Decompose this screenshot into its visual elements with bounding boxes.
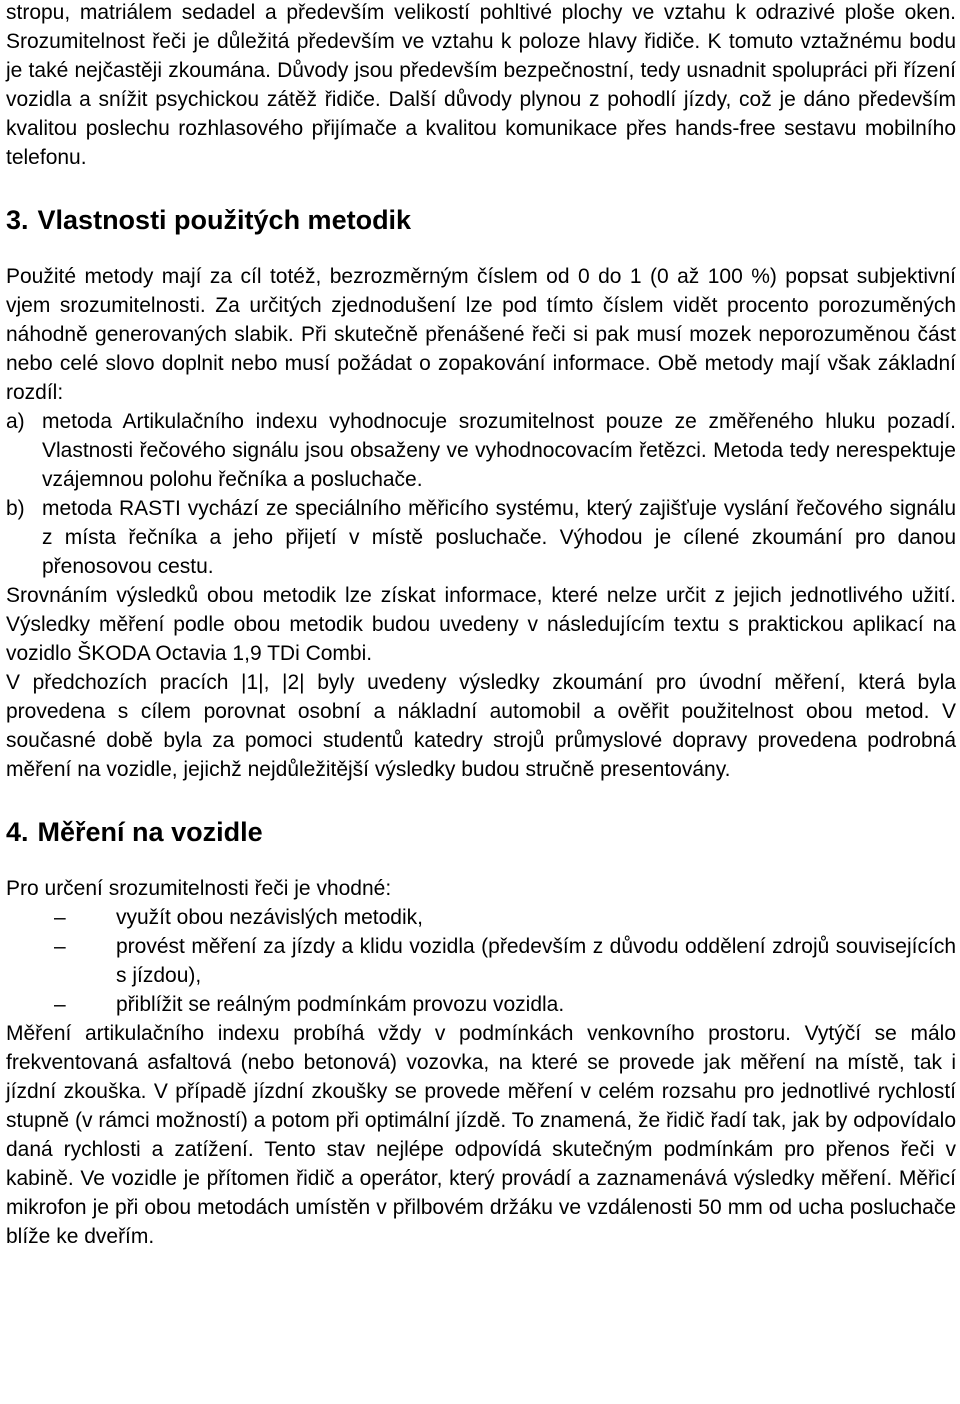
method-list [6, 407, 956, 581]
list-item-text: využít obou nezávislých metodik, [116, 906, 423, 929]
list-item [6, 407, 956, 494]
dash-marker: – [54, 906, 66, 929]
list-marker: b) [6, 497, 25, 520]
paragraph-comparison: Srovnáním výsledků obou metodik lze získat informace, které nelze určit z jejich jednotlivého užití. Výsledky měření podle obou metodik budou uvedeny v následujícím textu s praktickou aplikací na vozidlo ŠKODA Octavia 1,9 TDi Combi. [6, 584, 956, 665]
list-item-text: metoda Artikulačního indexu vyhodnocuje srozumitelnost pouze ze změřeného hluku pozadí. Vlastnosti řečového signálu jsou obsaženy ve vyhodnocovacím řetězci. Metoda tedy nerespektuje vzájemnou polohu řečníka a posluchače. [42, 410, 956, 491]
requirements-list [6, 903, 956, 1019]
list-item [6, 494, 956, 581]
paragraph-previous-work: V předchozích pracích |1|, |2| byly uvedeny výsledky zkoumání pro úvodní měření, která byla provedena s cílem porovnat osobní a nákladní automobil a ověřit použitelnost obou metod. V současné době byla za pomoci studentů katedry strojů průmyslové dopravy provedena podrobná měření na vozidle, jejichž nejdůležitější výsledky budou stručně presentovány. [6, 671, 956, 781]
list-item [6, 903, 956, 932]
list-item [6, 990, 956, 1019]
section-title: Vlastnosti použitých metodik [37, 205, 412, 235]
section-heading-3 [6, 204, 956, 236]
list-item [6, 932, 956, 990]
list-item-text: provést měření za jízdy a klidu vozidla (především z důvodu oddělení zdrojů souvisejících s jízdou), [116, 935, 956, 987]
paragraph-measurement: Měření artikulačního indexu probíhá vždy v podmínkách venkovního prostoru. Vytýčí se málo frekventovaná asfaltová (nebo betonová) vozovka, na které se provede jak měření na místě, tak i jízdní zkouška. V případě jízdní zkoušky se provede měření v celém rozsahu pro jednotlivé rychlostí stupně (v rámci možností) a potom při optimální jízdě. To znamená, že řidič řadí tak, jak by odpovídalo daná rychlosti a zatížení. Tento stav nejlépe odpovídá skutečným podmínkám pro přenos řeči v kabině. Ve vozidle je přítomen řidič a operátor, který provádí a zaznamenává výsledky měření. Měřicí mikrofon je při obou metodách umístěn v přilbovém držáku ve vzdálenosti 50 mm od ucha posluchače blíže ke dveřím. [6, 1022, 956, 1248]
section-number: 4. [6, 817, 29, 847]
dash-marker: – [54, 935, 66, 958]
list-item-text: přiblížit se reálným podmínkám provozu vozidla. [116, 993, 565, 1016]
section-heading-4 [6, 816, 956, 848]
paragraph-intro: stropu, matriálem sedadel a především velikostí pohltivé plochy ve vztahu k odrazivé ploše oken. Srozumitelnost řeči je důležitá především ve vztahu k poloze hlavy řidiče. K tomuto vztažnému bodu je také nejčastěji zkoumána. Důvody jsou především bezpečnostní, tedy usnadnit spolupráci při řízení vozidla a snížit psychickou zátěž řidiče. Další důvody plynou z pohodlí jízdy, což je dáno především kvalitou poslechu rozhlasového přijímače a kvalitou komunikace přes hands-free sestavu mobilního telefonu. [6, 1, 956, 169]
section-number: 3. [6, 205, 29, 235]
document-page [6, 0, 956, 1251]
paragraph-methods-intro: Použité metody mají za cíl totéž, bezrozměrným číslem od 0 do 1 (0 až 100 %) popsat subjektivní vjem srozumitelnosti. Za určitých zjednodušení lze pod tímto číslem vidět procento porozuměných náhodně generovaných slabik. Při skutečně přenášené řeči si pak musí mozek neporozuměnou část nebo celé slovo doplnit nebo musí požádat o zopakování informace. Obě metody mají však základní rozdíl: [6, 265, 956, 404]
dash-marker: – [54, 993, 66, 1016]
list-item-text: metoda RASTI vychází ze speciálního měřicího systému, který zajišťuje vyslání řečového signálu z místa řečníka a jeho přijetí v místě posluchače. Výhodou je cílené zkoumání pro danou přenosovou cestu. [42, 497, 956, 578]
paragraph-requirements-intro: Pro určení srozumitelnosti řeči je vhodné: [6, 877, 392, 900]
list-marker: a) [6, 410, 25, 433]
section-title: Měření na vozidle [37, 817, 263, 847]
